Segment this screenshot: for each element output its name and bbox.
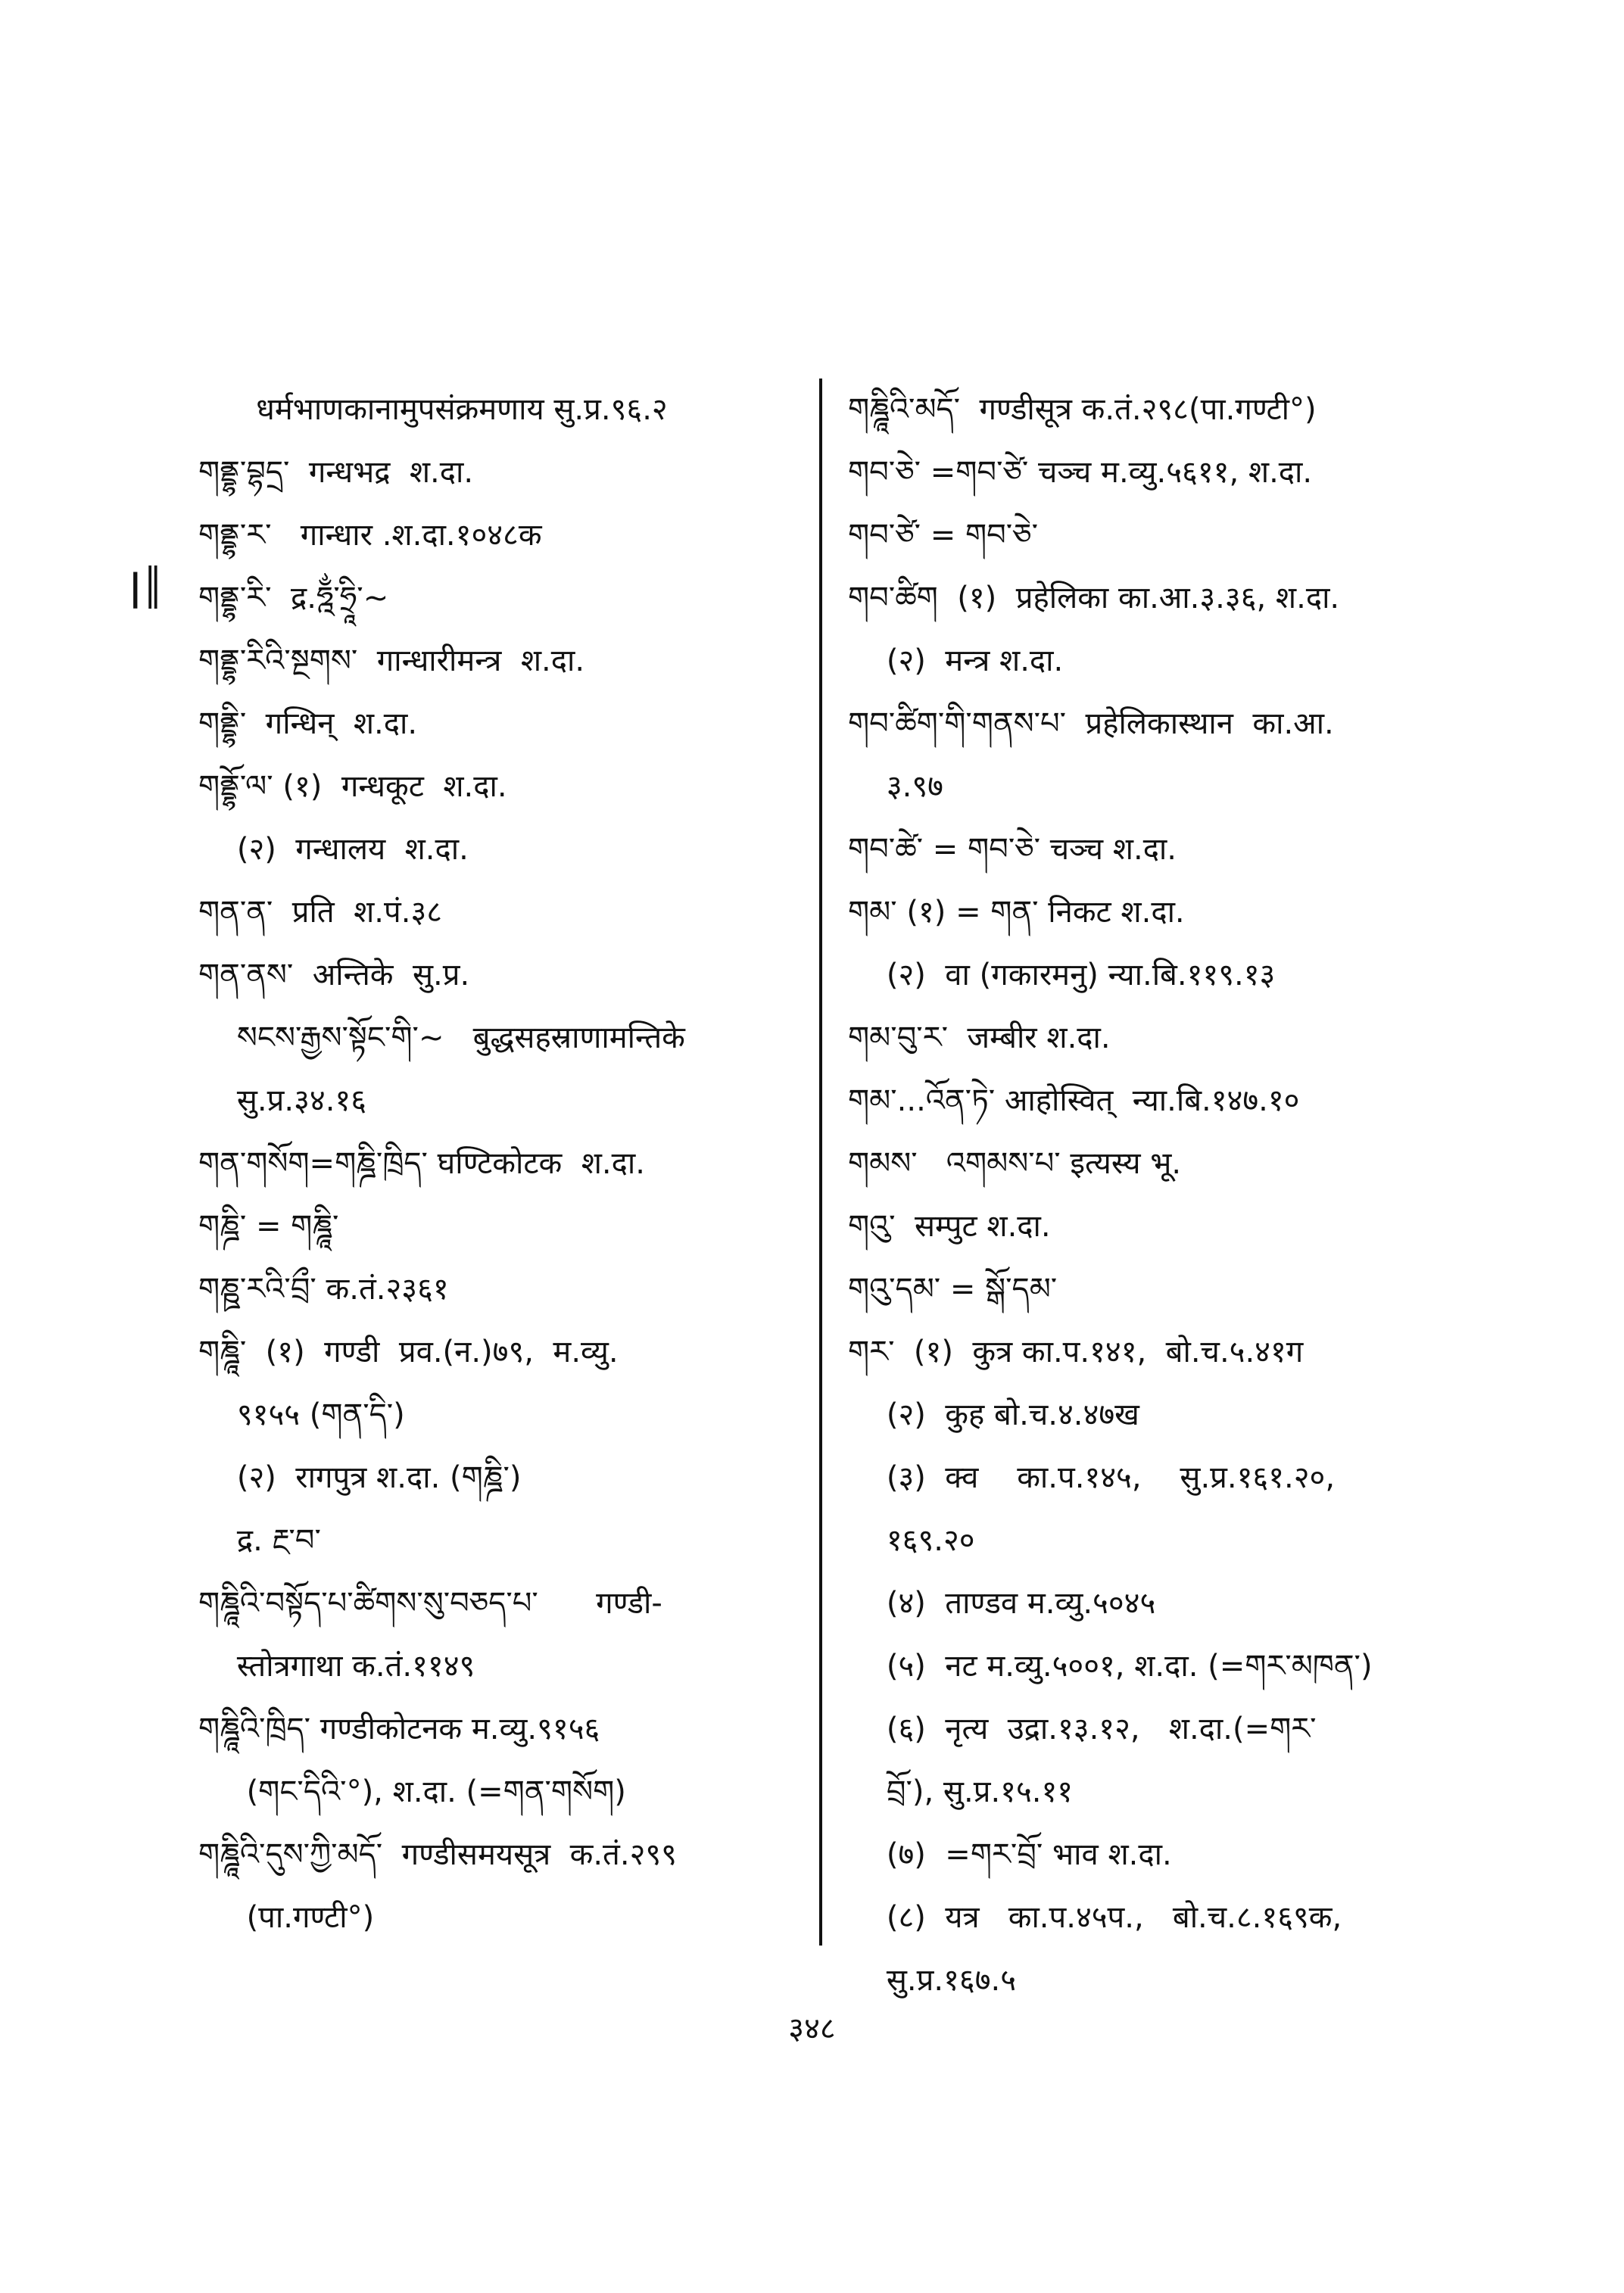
dictionary-entry-line: (५) नट म.व्यु.५००१, श.दा. (=གར་མཁན་) xyxy=(848,1649,1373,1684)
dictionary-entry-line: ३.९७ xyxy=(848,769,943,804)
dictionary-entry-line: གན་ན་ प्रति श.पं.३८ xyxy=(198,895,443,930)
dictionary-entry-line: གཎྜཱིའི་བསྟོད་པ་ཚིགས་སུ་བཅད་པ་ गण्डी- xyxy=(198,1586,662,1621)
dictionary-entry-line: (२) वा (गकारमनु) न्या.बि.११९.१३ xyxy=(848,958,1276,992)
dictionary-entry-line: གབ་ཚེ་ = གབ་ཅེ་ चञ्च श.दा. xyxy=(848,832,1177,867)
dictionary-entry-line: (४) ताण्डव म.व्यु.५०४५ xyxy=(848,1586,1156,1621)
dictionary-entry-line: (२) गन्धालय श.दा. xyxy=(198,832,469,867)
dictionary-entry-line: १६९.२० xyxy=(848,1523,975,1558)
dictionary-entry-line: གམ་...འོན་ཏེ་ आहोस्वित् न्या.बि.१४७.१० xyxy=(848,1083,1300,1118)
dictionary-entry-line: (२) मन्त्र श.दा. xyxy=(848,643,1064,678)
dictionary-entry-line: ९१५५ (གན་དི་) xyxy=(198,1397,405,1432)
left-column xyxy=(198,379,796,1949)
dictionary-entry-line: (གང་དིའི་°), श.दा. (=གན་གསོག) xyxy=(198,1774,626,1809)
dictionary-entry-line: (२) कुह बो.च.४.४७ख xyxy=(848,1397,1139,1432)
dictionary-entry-line: གབ་ཅེ་ =གབ་ཙེ་ चञ्च म.व्यु.५६११, श.दा. xyxy=(848,455,1313,490)
dictionary-entry-line: གཎྜཱིའི་མདོ་ गण्डीसूत्र क.तं.२९८(पा.गण्टी°) xyxy=(848,392,1317,427)
dictionary-entry-line: གནྡྷ་བྷདྲ་ गन्धभद्र श.दा. xyxy=(198,455,474,490)
dictionary-entry-line: གའུ་ सम्पुट श.दा. xyxy=(848,1209,1051,1244)
margin-mark: |║ xyxy=(129,566,164,609)
dictionary-entry-line: གནྡྷ་རི་ द्र.ཧྰྂ་ཧྲཱི་~ xyxy=(198,581,389,615)
dictionary-entry-line: (६) नृत्य उद्रा.१३.१२, श.दा.(=གར་ xyxy=(848,1712,1317,1746)
dictionary-entry-line: གཎྜི་ = གཎྜཱི་ xyxy=(198,1209,339,1244)
dictionary-entry-line: བྲོ་), सु.प्र.१५.११ xyxy=(848,1774,1074,1809)
dictionary-entry-line: सु.प्र.१६७.५ xyxy=(848,1963,1017,1998)
dictionary-entry-line: གབ་ཚིག་གི་གནས་པ་ प्रहेलिकास्थान का.आ. xyxy=(848,706,1334,741)
dictionary-entry-line: གའུ་དམ་ = སྒོ་དམ་ xyxy=(848,1272,1058,1307)
dictionary-entry-line: གན་གསོག=གཎྜི་ཁྲིད་ घण्टिकोटक श.दा. xyxy=(198,1146,645,1181)
dictionary-entry-line: གནྡྷ་རིའི་སྔགས་ गान्धारीमन्त्र श.दा. xyxy=(198,643,585,678)
dictionary-entry-line: གནྡྷི་ गन्धिन् श.दा. xyxy=(198,706,418,741)
dictionary-entry-line: གཎྜཱིའི་དུས་ཀྱི་མདོ་ गण्डीसमयसूत्र क.तं.२९९ xyxy=(198,1837,677,1872)
dictionary-entry-line: གམ་ (१) = གན་ निकट श.दा. xyxy=(848,895,1185,930)
dictionary-entry-line: གམ་བུ་ར་ जम्बीर श.दा. xyxy=(848,1020,1111,1055)
dictionary-entry-line: གནྡྷོ་ལ་ (१) गन्धकूट श.दा. xyxy=(198,769,507,804)
dictionary-entry-line: གབ་ཙེ་ = གབ་ཅེ་ xyxy=(848,518,1039,553)
dictionary-entry-line: सु.प्र.३४.१६ xyxy=(198,1083,367,1118)
dictionary-entry-line: (३) क्व का.प.१४५, सु.प्र.१६१.२०, xyxy=(848,1460,1336,1495)
dictionary-entry-line: གཎྜཱི་ (१) गण्डी प्रव.(न.)७९, म.व्यु. xyxy=(198,1335,619,1369)
dictionary-entry-line: धर्मभाणकानामुपसंक्रमणाय सु.प्र.९६.२ xyxy=(198,392,668,427)
dictionary-entry-line: གམས་ འགམས་པ་ इत्यस्य भू. xyxy=(848,1146,1182,1181)
column-divider xyxy=(819,379,822,1946)
right-column xyxy=(848,379,1454,2012)
page-number: ३४८ xyxy=(788,2011,836,2046)
dictionary-entry-line: स्तोत्रगाथा क.तं.११४९ xyxy=(198,1649,475,1684)
dictionary-entry-line: གཎྛ་རའི་བྲྀ་ क.तं.२३६१ xyxy=(198,1272,449,1307)
dictionary-entry-line: གན་ནས་ अन्तिके सु.प्र. xyxy=(198,958,470,992)
dictionary-entry-line: གཎྜཱིའི་ཁྲིད་ गण्डीकोटनक म.व्यु.९१५६ xyxy=(198,1712,600,1746)
dictionary-entry-line: (पा.गण्टी°) xyxy=(198,1900,375,1935)
dictionary-entry-line: द्र. རྔ་བ་ xyxy=(198,1523,321,1558)
dictionary-entry-line: (७) =གར་བྲོ་ भाव श.दा. xyxy=(848,1837,1172,1872)
dictionary-entry-line: གབ་ཚིག (१) प्रहेलिका का.आ.३.३६, श.दा. xyxy=(848,581,1340,615)
dictionary-entry-line: གར་ (१) कुत्र का.प.१४१, बो.च.५.४१ग xyxy=(848,1335,1304,1369)
dictionary-entry-line: (२) रागपुत्र श.दा. (གཎྜི་) xyxy=(198,1460,522,1495)
dictionary-entry-line: གནྡྷ་ར་ गान्धार .श.दा.१०४८क xyxy=(198,518,542,553)
dictionary-entry-line: སངས་རྒྱས་སྟོང་གི་~ बुद्धसहस्राणामन्तिके xyxy=(198,1020,685,1055)
dictionary-entry-line: (८) यत्र का.प.४५प., बो.च.८.१६९क, xyxy=(848,1900,1342,1935)
